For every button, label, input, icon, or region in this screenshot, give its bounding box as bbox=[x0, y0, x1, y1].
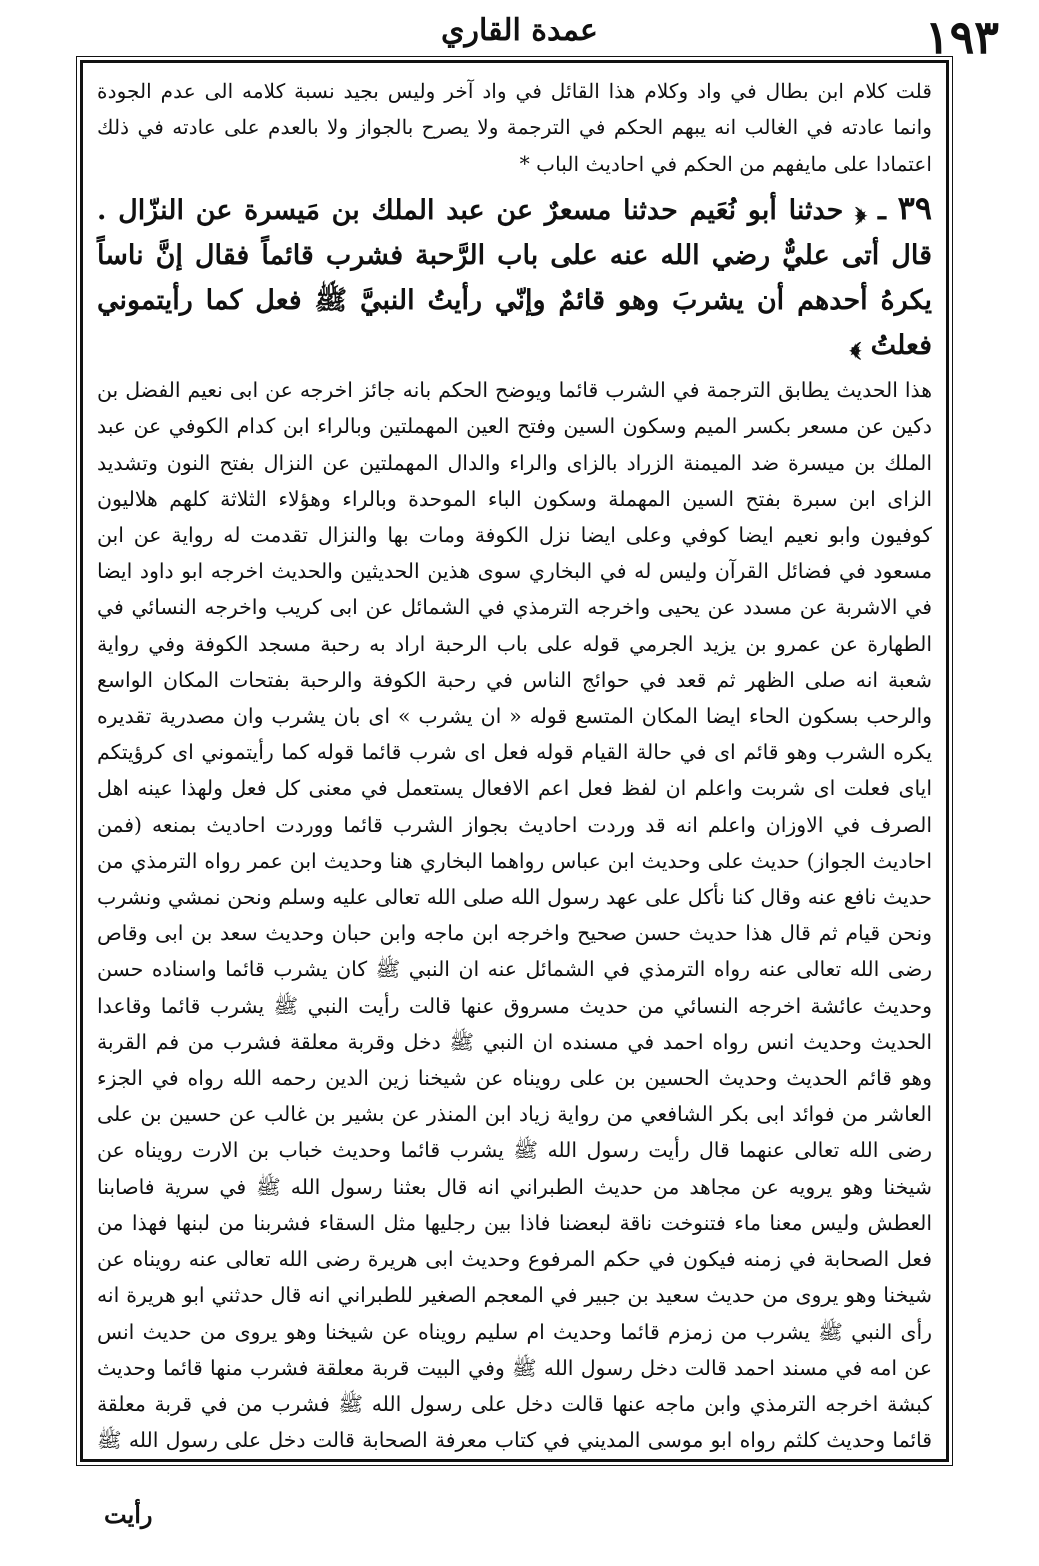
footer-catchword: رأيت bbox=[104, 1500, 153, 1529]
hadith-block bbox=[97, 186, 932, 368]
hadith-separator: ـ bbox=[866, 195, 886, 227]
intro-paragraph: قلت كلام ابن بطال في واد وكلام هذا القائل في واد آخر وليس بجيد نسبة كلامه الى عدم الجودة وانما عادته في الغالب انه يبهم الحكم في الترجمة ولا يصرح بالجواز ولا بالعدم على عادته في ذلك اعتمادا على مايفهم من الحكم في احاديث الباب * bbox=[97, 79, 932, 176]
commentary-text: هذا الحديث يطابق الترجمة في الشرب قائما ويوضح الحكم بانه جائز اخرجه عن ابى نعيم الفضل بن دكين عن مسعر بكسر الميم وسكون السين وفتح العين المهملتين وبالراء ابن كدام الكوفي عن عبد الملك بن ميسرة ضد الميمنة الزراد بالزاى والراء والدال المهملتين عن النزال بفتح النون وتشديد الزاى ابن سبرة بفتح السين المهملة وسكون الباء الموحدة وبالراء وهؤلاء الثلاثة كلهم هلاليون كوفيون وابو نعيم ايضا كوفي وعلى ايضا نزل الكوفة ومات بها والنزال تقدمت له رواية عن ابن مسعود في فضائل القرآن وليس له في البخاري سوى هذين الحديثين والحديث اخرجه ابو داود ايضا في الاشربة عن مسدد عن يحيى واخرجه الترمذي في الشمائل عن ابى كريب واخرجه النسائي في الطهارة عن عمرو بن يزيد الجرمي قوله على باب الرحبة اراد به رحبة مسجد الكوفة وفي رواية شعبة انه صلى الظهر ثم قعد في حوائج الناس في رحبة الكوفة والرحبة بفتحات المكان الواسع والرحب بسكون الحاء ايضا المكان المتسع قوله « ان يشرب » اى بان يشرب وان مصدرية تقديره يكره الشرب وهو قائم اى في حالة القيام قوله فعل اى شرب قائما قوله كما رأيتموني اى كرؤيتكم اياى فعلت اى شربت واعلم ان لفظ فعل اعم الافعال يستعمل في معنى كل فعل ولهذا عينه اهل الصرف في الاوزان واعلم انه قد وردت احاديث بجواز الشرب قائما ووردت احاديث بمنعه (فمن احاديث الجواز) حديث على وحديث ابن عباس رواهما البخاري هنا وحديث ابن عمر رواه الترمذي من حديث نافع عنه وقال كنا نأكل على عهد رسول الله صلى الله تعالى عليه وسلم ونحن نمشي ونشرب ونحن قيام ثم قال هذا حديث حسن صحيح واخرجه ابن ماجه وابن حبان وحديث سعد بن ابى وقاص رضى الله تعالى عنه رواه الترمذي في الشمائل عنه ان النبي ﷺ كان يشرب قائما واسناده حسن وحديث عائشة اخرجه النسائي من حديث مسروق عنها قالت رأيت النبي ﷺ يشرب قائما وقاعدا الحديث وحديث انس رواه احمد في مسنده ان النبي ﷺ دخل وقربة معلقة فشرب من فم القربة وهو قائم الحديث وحديث الحسين بن على رويناه عن شيخنا زين الدين رحمه الله رواه في الجزء العاشر من فوائد ابى بكر الشافعي من رواية زياد ابن المنذر عن بشير بن غالب عن حسين بن على رضى الله تعالى عنهما قال رأيت رسول الله ﷺ يشرب قائما وحديث خباب بن الارت رويناه عن شيخنا وهو يرويه عن مجاهد من حديث الطبراني انه قال بعثنا رسول الله ﷺ في سرية فاصابنا العطش وليس معنا ماء فتنوخت ناقة لبعضنا فاذا بين رجليها مثل السقاء فشربنا من لبنها فهذا من فعل الصحابة في زمنه فيكون في حكم المرفوع وحديث ابى هريرة رضى الله تعالى عنه رويناه عن شيخنا وهو يروى من حديث سعيد بن جبير في المعجم الصغير للطبراني انه قال حدثني ابو هريرة انه رأى النبي ﷺ يشرب من زمزم قائما وحديث ام سليم رويناه عن شيخنا وهو يروى من حديث انس عن امه في مسند احمد قالت دخل رسول الله ﷺ وفي البيت قربة معلقة فشرب منها قائما وحديث كبشة اخرجه الترمذي وابن ماجه عنها قالت دخل على رسول الله ﷺ فشرب من في قربة معلقة قائما وحديث كلثم رواه ابو موسى المديني في كتاب معرفة الصحابة قالت دخل على رسول الله ﷺ bbox=[97, 378, 932, 1453]
text-frame bbox=[80, 60, 949, 1462]
running-title: عمدة القاري bbox=[441, 13, 598, 48]
page-number: ١٩٣ bbox=[924, 10, 999, 64]
hadith-text: ﴿ حدثنا أبو نُعَيم حدثنا مسعرٌ عن عبد الملك بن مَيسرة عن النزّال . قال أتى عليٌّ رضي الله عنه على باب الرَّحبة فشرب قائماً فقال إنَّ ناساً يكرهُ أحدهم أن يشربَ وهو قائمٌ وإنّي رأيتُ النبيَّ ﷺ فعل كما رأيتموني فعلتُ ﴾ bbox=[97, 195, 932, 362]
hadith-number: ٣٩ bbox=[897, 189, 932, 228]
